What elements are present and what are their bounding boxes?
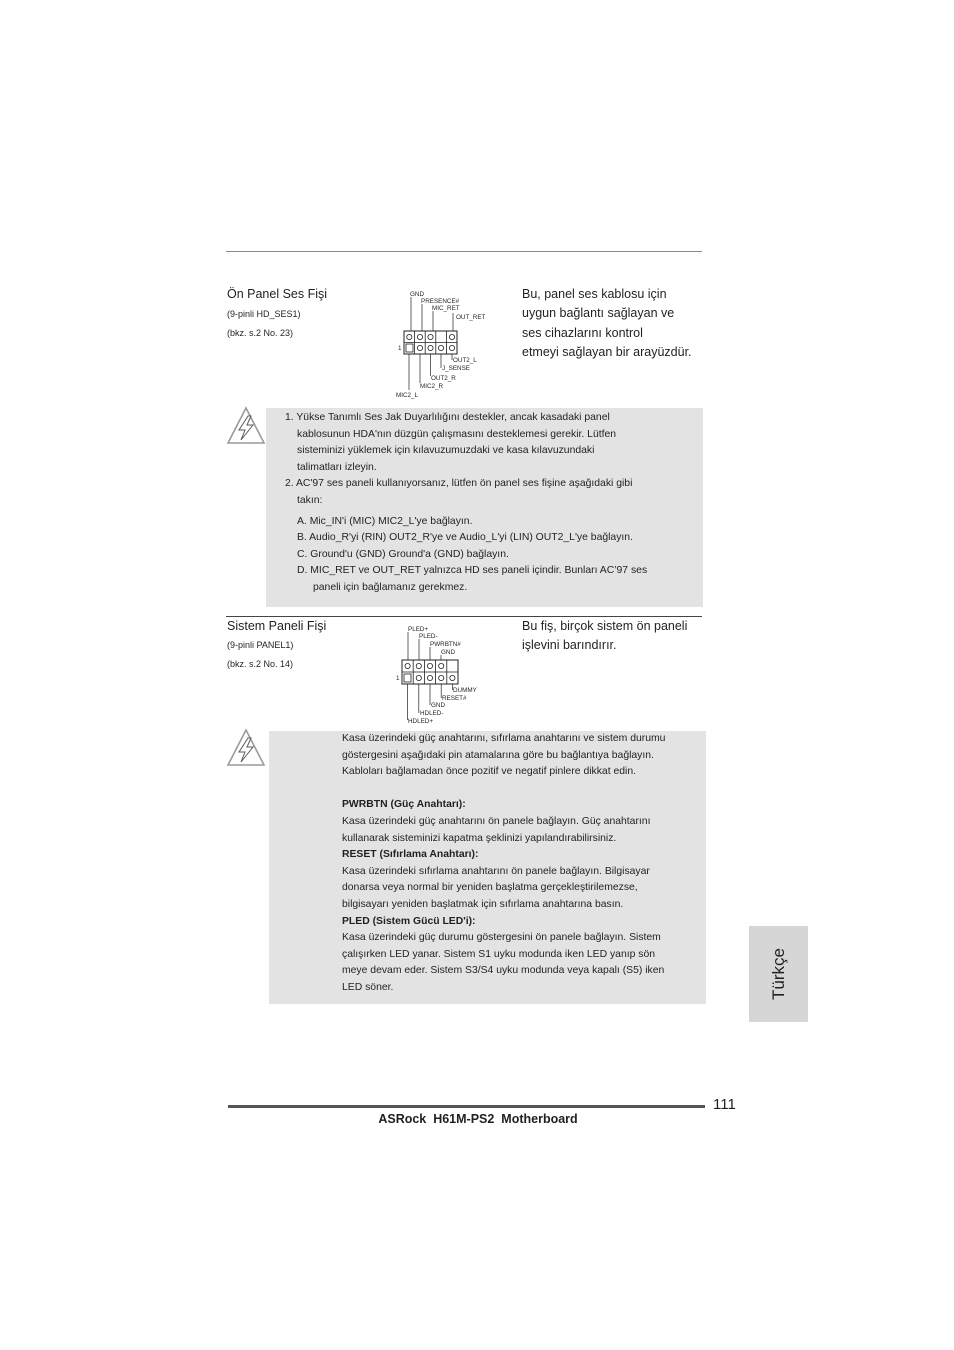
section-desc-system-panel (522, 617, 712, 656)
pin-label-reset: RESET# (442, 695, 467, 702)
note-line: Kasa üzerindeki güç anahtarını, sıfırlama anahtarını ve sistem durumu (342, 733, 666, 744)
system-panel-pin-diagram (396, 622, 481, 724)
warning-icon (226, 728, 266, 768)
desc-line: Bu, panel ses kablosu için (522, 287, 667, 301)
note-line: göstergesini aşağıdaki pin atamalarına göre bu bağlantıya bağlayın. (342, 749, 654, 761)
note-line: kablosunun HDA'nın düzgün çalışmasını desteklemesi gerekir. Lütfen (297, 428, 617, 440)
note-heading-reset: RESET (Sıfırlama Anahtarı): (342, 849, 479, 861)
note-line: talimatları izleyin. (297, 461, 377, 473)
note-text-audio (285, 410, 695, 597)
pin-label-mic2-l: MIC2_L (396, 392, 419, 399)
note-line: Kasa üzerindeki sıfırlama anahtarını ön panele bağlayın. Bilgisayar (342, 865, 650, 877)
desc-line: ses cihazlarını kontrol (522, 325, 643, 340)
note-line: 1. Yükse Tanımlı Ses Jak Duyarlılığını destekler, ancak kasadaki panel (285, 412, 610, 423)
section-title-front-audio: Ön Panel Ses Fişi (227, 287, 328, 301)
pin-label-gnd-bottom: GND (431, 702, 445, 709)
footer-product: ASRock H61M-PS2 Motherboard (378, 1112, 578, 1126)
footer-rule (228, 1105, 705, 1108)
note-subitem: paneli için bağlamanız gerekmez. (313, 581, 468, 593)
note-line: LED söner. (342, 981, 394, 993)
pin-label-pwrbtn: PWRBTN# (430, 641, 461, 648)
front-audio-pin-diagram (396, 287, 491, 399)
pin-label-mic2-r: MIC2_R (420, 383, 444, 390)
section-subtitle-system-panel: (9-pinli PANEL1) (227, 640, 294, 650)
pin-label-dummy: DUMMY (453, 687, 477, 694)
note-heading-pwrbtn: PWRBTN (Güç Anahtarı): (342, 799, 466, 811)
section-ref-front-audio: (bkz. s.2 No. 23) (227, 328, 294, 338)
desc-line: Bu fiş, birçok sistem ön paneli (522, 619, 688, 633)
note-line: çalışırken LED yanar. Sistem S1 uyku modunda iken LED yanıp sön (342, 948, 656, 960)
pin-label-out-ret: OUT_RET (456, 314, 486, 321)
header-rule (226, 251, 702, 252)
note-line: donarsa veya normal bir yeniden başlatma gerçekleştirilemezse, (342, 882, 638, 894)
desc-line: işlevini barındırır. (522, 638, 617, 653)
note-subitem: C. Ground'u (GND) Ground'a (GND) bağlayın. (297, 548, 509, 560)
pin-label-out2-r: OUT2_R (431, 375, 456, 382)
pin-label-presence: PRESENCE# (421, 298, 460, 305)
pin-label-pled-plus: PLED+ (408, 626, 429, 633)
note-line: Kasa üzerindeki güç durumu göstergesini ön panele bağlayın. Sistem (342, 932, 661, 944)
pin-one-label: 1 (396, 675, 400, 682)
pin-label-out2-l: OUT2_L (453, 357, 477, 364)
language-tab (749, 926, 808, 1022)
note-subitem: A. Mic_IN'i (MIC) MIC2_L'ye bağlayın. (297, 515, 473, 527)
desc-line: etmeyi sağlayan bir arayüzdür. (522, 344, 692, 359)
note-line: sisteminizi yüklemek için kılavuzumuzdaki ve kasa kılavuzundaki (297, 445, 595, 457)
note-line: Kasa üzerindeki güç anahtarını ön panele bağlayın. Güç anahtarını (342, 815, 651, 827)
pin-label-j-sense: J_SENSE (442, 365, 470, 372)
pin-label-gnd: GND (410, 291, 424, 298)
desc-line: uygun bağlantı sağlayan ve (522, 306, 675, 321)
note-text-system-panel (342, 731, 702, 997)
pin-label-pled-minus: PLED- (419, 633, 438, 640)
note-line: bilgisayarı yeniden başlatmak için sıfırlama anahtarına basın. (342, 898, 624, 910)
note-line: kullanarak sisteminizi kapatma şeklinizi yapılandırabilirsiniz. (342, 832, 617, 844)
section-subtitle-front-audio: (9-pinli HD_SES1) (227, 309, 301, 319)
section-desc-front-audio (522, 285, 712, 362)
pin-label-hdled-plus: HDLED+ (408, 718, 434, 724)
note-subitem: D. MIC_RET ve OUT_RET yalnızca HD ses paneli içindir. Bunları AC’97 ses (297, 565, 648, 577)
note-line: meye devam eder. Sistem S3/S4 uyku modunda veya kapalı (S5) iken (342, 965, 665, 977)
note-subitem: B. Audio_R'yi (RIN) OUT2_R'ye ve Audio_L'yi (LIN) OUT2_L'ye bağlayın. (297, 532, 633, 544)
page-number: 111 (713, 1096, 736, 1113)
note-line: 2. AC'97 ses paneli kullanıyorsanız, lütfen ön panel ses fişine aşağıdaki gibi (285, 478, 633, 490)
section-title-system-panel: Sistem Paneli Fişi (227, 619, 327, 633)
pin-label-mic-ret: MIC_RET (432, 305, 460, 312)
pin-label-hdled-minus: HDLED- (420, 710, 444, 717)
note-line: Kabloları bağlamadan önce pozitif ve negatif pinlere dikkat edin. (342, 766, 637, 778)
language-tab-label: Türkçe (768, 948, 788, 1000)
note-heading-pled: PLED (Sistem Gücü LED'i): (342, 915, 476, 927)
pin-one-label: 1 (398, 345, 402, 352)
pin-label-gnd-top: GND (441, 649, 455, 656)
section-ref-system-panel: (bkz. s.2 No. 14) (227, 659, 294, 669)
warning-icon (226, 406, 266, 446)
note-line: takın: (297, 494, 323, 506)
